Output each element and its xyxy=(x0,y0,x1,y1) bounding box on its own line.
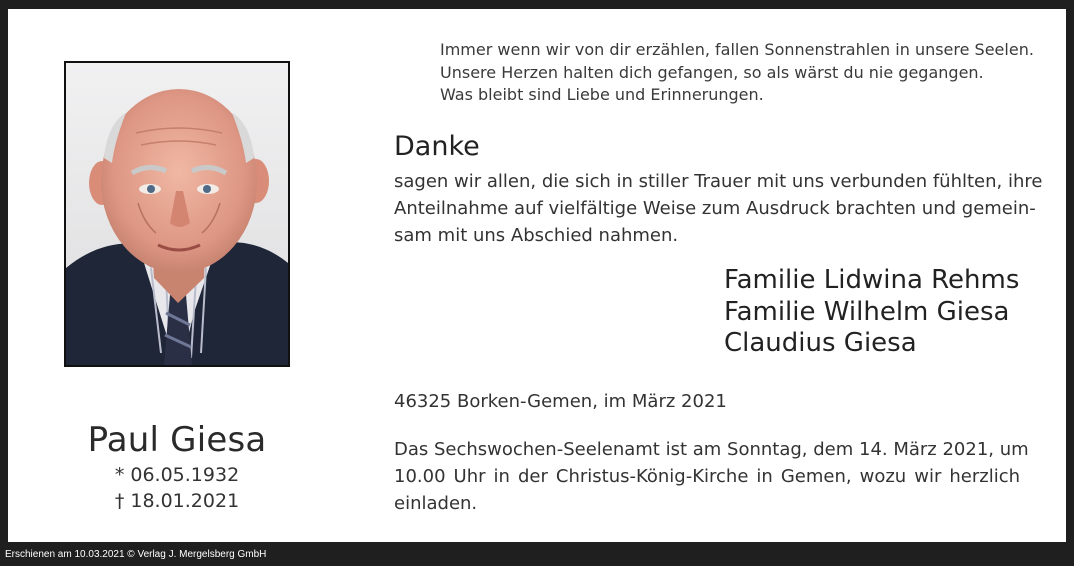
publication-footer: Erschienen am 10.03.2021 © Verlag J. Mergelsberg GmbH xyxy=(5,549,267,560)
obituary-page xyxy=(8,9,1066,542)
portrait-image-icon xyxy=(66,63,288,365)
family-name: Claudius Giesa xyxy=(724,328,917,358)
mass-line: Das Sechswochen-Seelenamt ist am Sonntag, dem 14. März 2021, um xyxy=(394,439,1029,460)
verse-line: Immer wenn wir von dir erzählen, fallen Sonnenstrahlen in unsere Seelen. xyxy=(440,40,1034,59)
thanks-text xyxy=(394,168,1043,249)
mass-line: 10.00 Uhr in der Christus-König-Kirche in Gemen, wozu wir herzlich xyxy=(394,466,1020,487)
verse-line: Was bleibt sind Liebe und Erinnerungen. xyxy=(440,85,764,104)
deceased-name: Paul Giesa xyxy=(87,420,267,460)
thanks-title: Danke xyxy=(394,131,480,162)
death-date: † 18.01.2021 xyxy=(114,490,240,512)
mass-line: einladen. xyxy=(394,493,478,514)
thanks-line: sagen wir allen, die sich in stiller Trauer mit uns verbunden fühlten, ihre xyxy=(394,171,1043,192)
birth-date: * 06.05.1932 xyxy=(114,464,240,486)
memorial-mass-notice xyxy=(394,436,1029,517)
memorial-verse xyxy=(440,39,1034,107)
verse-line: Unsere Herzen halten dich gefangen, so als wärst du nie gegangen. xyxy=(440,62,984,82)
portrait-photo xyxy=(64,61,290,367)
family-name: Familie Wilhelm Giesa xyxy=(724,296,1010,327)
thanks-line: sam mit uns Abschied nahmen. xyxy=(394,225,679,246)
family-name: Familie Lidwina Rehms xyxy=(724,265,1020,295)
family-signatures xyxy=(724,265,1019,360)
thanks-line: Anteilnahme auf vielfältige Weise zum Ausdruck brachten und gemein- xyxy=(394,198,1036,219)
place-and-date: 46325 Borken-Gemen, im März 2021 xyxy=(394,391,727,412)
